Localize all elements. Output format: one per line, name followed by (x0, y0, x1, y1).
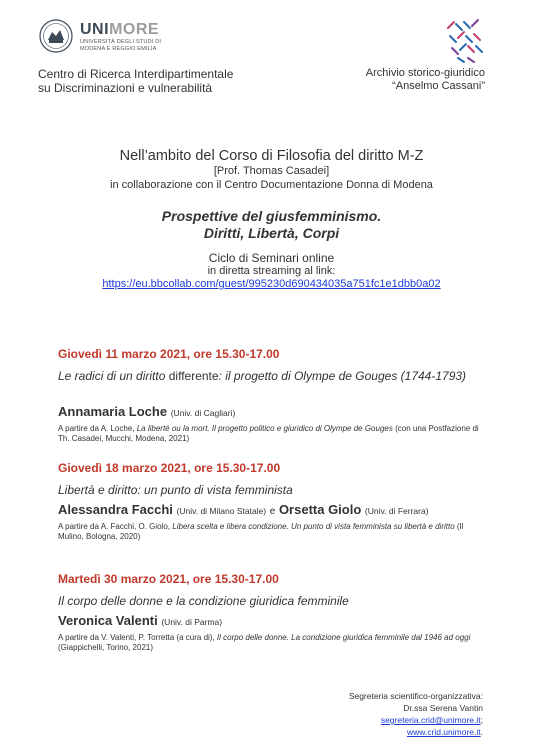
seminar-date: Giovedì 11 marzo 2021, ore 15.30-17.00 (58, 347, 280, 361)
seminar-date: Giovedì 18 marzo 2021, ore 15.30-17.00 (58, 461, 281, 475)
seminar-reference: A partire da V. Valenti, P. Torretta (a cura di), Il corpo delle donne. La condizione giuridica femminile dal 1946 ad oggi (Giappichelli, Torino, 2021) (58, 633, 471, 652)
streaming-label: in diretta streaming al link: (207, 265, 336, 277)
crid-website-link[interactable]: www.crid.unimore.it (406, 727, 481, 737)
secretariat-label: Segreteria scientifico-organizzativa: (348, 691, 483, 701)
crid-name: Centro di Ricerca Interdipartimentale su Discriminazioni e vulnerabilità (38, 67, 234, 95)
seminar-speaker: Annamaria Loche (Univ. di Cagliari) (58, 404, 236, 419)
collaboration-line: in collaborazione con il Centro Documentazione Donna di Modena (110, 179, 433, 191)
unimore-subtitle: UNIVERSITÀ DEGLI STUDI DI MODENA E REGGIO EMILIA (80, 39, 162, 52)
archivio-figures-icon (440, 16, 490, 66)
unimore-emblem-icon (38, 18, 74, 54)
streaming-link[interactable]: https://eu.bbcollab.com/guest/995230d690434035a751fc1e1dbb0a02 (102, 278, 441, 290)
seminar-reference: A partire da A. Loche, La liberté ou la mort. Il progetto politico e giuridico di Olympe de Gouges (con una Postfazione di Th. Casadei, Mucchi, Modena, 2021) (58, 424, 479, 443)
secretariat-person: Dr.ssa Serena Vantin (403, 703, 483, 713)
seminar-speakers: Alessandra Facchi (Univ. di Milano Statale) e Orsetta Giolo (Univ. di Ferrara) (58, 502, 429, 517)
series-subtitle: Diritti, Libertà, Corpi (203, 225, 340, 241)
seminar-date: Martedì 30 marzo 2021, ore 15.30-17.00 (58, 572, 279, 586)
seminar-talk-title: Il corpo delle donne e la condizione giuridica femminile (58, 594, 349, 608)
professor-line: [Prof. Thomas Casadei] (213, 165, 330, 177)
archivio-name: Archivio storico-giuridico “Anselmo Cassani” (365, 67, 485, 92)
cycle-label: Ciclo di Seminari online (208, 251, 335, 265)
seminar-talk-title: Libertà e diritto: un punto di vista femminista (58, 483, 293, 497)
secretariat-email-link[interactable]: segreteria.crid@unimore.it (380, 715, 481, 725)
seminar-speaker: Veronica Valenti (Univ. di Parma) (58, 613, 223, 628)
course-heading: Nell’ambito del Corso di Filosofia del diritto M-Z (119, 148, 424, 164)
series-title: Prospettive del giusfemminismo. (161, 208, 382, 224)
seminar-talk-title: Le radici di un diritto differente: il progetto di Olympe de Gouges (1744-1793) (58, 369, 467, 383)
secretariat-block: Segreteria scientifico-organizzativa: Dr.ssa Serena Vantin segreteria.crid@unimore.it; www.crid.unimore.it. (300, 690, 483, 738)
seminar-reference: A partire da A. Facchi, O. Giolo, Libera scelta e libera condizione. Un punto di vista femminista su libertà e diritto (Il Mulino, Bologna, 2020) (58, 522, 464, 541)
unimore-logotype: UNIMORE (80, 21, 160, 38)
